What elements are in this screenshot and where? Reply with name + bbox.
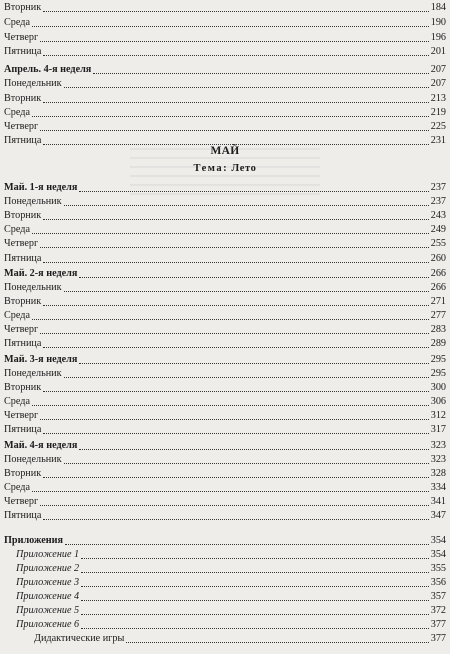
toc-page-number: 196 bbox=[430, 32, 446, 43]
dot-leader bbox=[40, 419, 429, 420]
toc-row[interactable] bbox=[4, 396, 446, 408]
toc-page-number: 323 bbox=[430, 454, 446, 465]
toc-row[interactable] bbox=[4, 468, 446, 480]
toc-page-number: 341 bbox=[430, 496, 446, 507]
toc-row[interactable] bbox=[4, 17, 446, 29]
toc-row[interactable] bbox=[4, 633, 446, 645]
dot-leader bbox=[64, 205, 429, 206]
toc-section-row[interactable] bbox=[4, 354, 446, 366]
dot-leader bbox=[43, 219, 429, 220]
dot-leader bbox=[81, 614, 429, 615]
toc-row[interactable] bbox=[4, 368, 446, 380]
dot-leader bbox=[32, 233, 429, 234]
toc-page-number: 347 bbox=[430, 510, 446, 521]
toc-page-number: 328 bbox=[430, 468, 446, 479]
toc-label: Пятница bbox=[4, 253, 42, 264]
toc-label: Приложение 1 bbox=[16, 549, 80, 560]
toc-page-number: 372 bbox=[430, 605, 446, 616]
toc-page-number: 354 bbox=[430, 549, 446, 560]
dot-leader bbox=[126, 642, 429, 643]
toc-label: Пятница bbox=[4, 338, 42, 349]
toc-label: Вторник bbox=[4, 382, 42, 393]
dot-leader bbox=[64, 87, 429, 88]
dot-leader bbox=[40, 247, 429, 248]
toc-page-number: 289 bbox=[430, 338, 446, 349]
dot-leader bbox=[79, 277, 429, 278]
dot-leader bbox=[81, 628, 429, 629]
toc-label: Вторник bbox=[4, 210, 42, 221]
dot-leader bbox=[40, 505, 429, 506]
toc-page-number: 356 bbox=[430, 577, 446, 588]
toc-row[interactable] bbox=[4, 253, 446, 265]
toc-row[interactable] bbox=[4, 510, 446, 522]
toc-label: Четверг bbox=[4, 32, 39, 43]
toc-page-number: 255 bbox=[430, 238, 446, 249]
dot-leader bbox=[81, 558, 429, 559]
toc-page-number: 260 bbox=[430, 253, 446, 264]
theme-heading bbox=[0, 163, 450, 174]
toc-label: Четверг bbox=[4, 324, 39, 335]
toc-label: Среда bbox=[4, 482, 30, 493]
toc-page-number: 334 bbox=[430, 482, 446, 493]
toc-row[interactable] bbox=[4, 296, 446, 308]
toc-label: Пятница bbox=[4, 424, 42, 435]
dot-leader bbox=[43, 102, 429, 103]
toc-label: Вторник bbox=[4, 93, 42, 104]
dot-leader bbox=[64, 291, 429, 292]
toc-row[interactable] bbox=[4, 210, 446, 222]
toc-page-number: 271 bbox=[430, 296, 446, 307]
dot-leader bbox=[43, 347, 429, 348]
dot-leader bbox=[40, 333, 429, 334]
dot-leader bbox=[79, 363, 429, 364]
toc-label: Пятница bbox=[4, 46, 42, 57]
toc-label: Май. 3-я неделя bbox=[4, 354, 78, 365]
toc-label: Вторник bbox=[4, 296, 42, 307]
toc-page-number: 237 bbox=[430, 196, 446, 207]
toc-section-row[interactable] bbox=[4, 268, 446, 280]
toc-row[interactable] bbox=[4, 135, 446, 147]
toc-label: Среда bbox=[4, 396, 30, 407]
toc-row[interactable] bbox=[4, 591, 446, 603]
toc-label: Вторник bbox=[4, 2, 42, 13]
toc-row[interactable] bbox=[4, 619, 446, 631]
dot-leader bbox=[43, 144, 429, 145]
dot-leader bbox=[40, 41, 429, 42]
dot-leader bbox=[81, 572, 429, 573]
toc-label: Приложения bbox=[4, 535, 64, 546]
toc-label: Приложение 4 bbox=[16, 591, 80, 602]
toc-label: Апрель. 4-я неделя bbox=[4, 64, 92, 75]
toc-label: Вторник bbox=[4, 468, 42, 479]
toc-page-number: 184 bbox=[430, 2, 446, 13]
toc-label: Приложение 6 bbox=[16, 619, 80, 630]
dot-leader bbox=[81, 600, 429, 601]
dot-leader bbox=[43, 305, 429, 306]
dot-leader bbox=[64, 463, 429, 464]
toc-label: Среда bbox=[4, 310, 30, 321]
toc-page-number: 243 bbox=[430, 210, 446, 221]
toc-page-number: 225 bbox=[430, 121, 446, 132]
toc-page-number: 266 bbox=[430, 282, 446, 293]
toc-row[interactable] bbox=[4, 563, 446, 575]
toc-page-number: 355 bbox=[430, 563, 446, 574]
toc-section-row[interactable] bbox=[4, 440, 446, 452]
toc-row[interactable] bbox=[4, 410, 446, 422]
toc-page-number: 201 bbox=[430, 46, 446, 57]
toc-page-number: 312 bbox=[430, 410, 446, 421]
toc-row[interactable] bbox=[4, 324, 446, 336]
toc-label: Четверг bbox=[4, 121, 39, 132]
toc-row[interactable] bbox=[4, 238, 446, 250]
dot-leader bbox=[43, 55, 429, 56]
dot-leader bbox=[32, 116, 429, 117]
dot-leader bbox=[32, 405, 429, 406]
toc-row[interactable] bbox=[4, 424, 446, 436]
toc-label: Пятница bbox=[4, 135, 42, 146]
toc-row[interactable] bbox=[4, 496, 446, 508]
dot-leader bbox=[43, 477, 429, 478]
toc-row[interactable] bbox=[4, 549, 446, 561]
dot-leader bbox=[81, 586, 429, 587]
toc-label: Понедельник bbox=[4, 454, 62, 465]
toc-page-number: 377 bbox=[430, 633, 446, 644]
toc-page-number: 317 bbox=[430, 424, 446, 435]
toc-page-number: 295 bbox=[430, 368, 446, 379]
dot-leader bbox=[32, 319, 429, 320]
toc-page-number: 231 bbox=[430, 135, 446, 146]
toc-row[interactable] bbox=[4, 196, 446, 208]
toc-row[interactable] bbox=[4, 107, 446, 119]
toc-page-number: 354 bbox=[430, 535, 446, 546]
toc-page-number: 219 bbox=[430, 107, 446, 118]
theme-value: Лето bbox=[231, 163, 257, 174]
toc-label: Понедельник bbox=[4, 368, 62, 379]
toc-label: Четверг bbox=[4, 238, 39, 249]
toc-row[interactable] bbox=[4, 224, 446, 236]
toc-page-number: 323 bbox=[430, 440, 446, 451]
toc-row[interactable] bbox=[4, 282, 446, 294]
toc-label: Май. 4-я неделя bbox=[4, 440, 78, 451]
toc-page-number: 213 bbox=[430, 93, 446, 104]
toc-row[interactable] bbox=[4, 32, 446, 44]
toc-page-number: 377 bbox=[430, 619, 446, 630]
toc-label: Понедельник bbox=[4, 78, 62, 89]
toc-row[interactable] bbox=[4, 454, 446, 466]
dot-leader bbox=[64, 377, 429, 378]
toc-row[interactable] bbox=[4, 46, 446, 58]
toc-page-number: 283 bbox=[430, 324, 446, 335]
toc-page-number: 306 bbox=[430, 396, 446, 407]
toc-section-row[interactable] bbox=[4, 182, 446, 194]
dot-leader bbox=[40, 130, 429, 131]
toc-label: Понедельник bbox=[4, 282, 62, 293]
toc-label: Приложение 3 bbox=[16, 577, 80, 588]
toc-label: Понедельник bbox=[4, 196, 62, 207]
toc-label: Пятница bbox=[4, 510, 42, 521]
theme-prefix: Тема: bbox=[193, 163, 229, 174]
toc-label: Май. 1-я неделя bbox=[4, 182, 78, 193]
toc-row[interactable] bbox=[4, 310, 446, 322]
dot-leader bbox=[43, 433, 429, 434]
toc-page-number: 295 bbox=[430, 354, 446, 365]
toc-label: Приложение 2 bbox=[16, 563, 80, 574]
toc-page-number: 190 bbox=[430, 17, 446, 28]
toc-page-number: 357 bbox=[430, 591, 446, 602]
toc-label: Приложение 5 bbox=[16, 605, 80, 616]
toc-page-number: 207 bbox=[430, 78, 446, 89]
toc-row[interactable] bbox=[4, 577, 446, 589]
dot-leader bbox=[65, 544, 429, 545]
toc-row[interactable] bbox=[4, 482, 446, 494]
toc-label: Май. 2-я неделя bbox=[4, 268, 78, 279]
toc-label: Среда bbox=[4, 224, 30, 235]
dot-leader bbox=[43, 391, 429, 392]
toc-row[interactable] bbox=[4, 121, 446, 133]
dot-leader bbox=[32, 491, 429, 492]
month-heading: МАЙ bbox=[210, 145, 240, 157]
toc-page-number: 300 bbox=[430, 382, 446, 393]
toc-section-row[interactable] bbox=[4, 64, 446, 76]
toc-page-number: 266 bbox=[430, 268, 446, 279]
toc-page-number: 237 bbox=[430, 182, 446, 193]
toc-page-number: 249 bbox=[430, 224, 446, 235]
dot-leader bbox=[43, 11, 429, 12]
toc-row[interactable] bbox=[4, 605, 446, 617]
toc-row[interactable] bbox=[4, 338, 446, 350]
toc-label: Дидактические игры bbox=[34, 633, 125, 644]
toc-row[interactable] bbox=[4, 382, 446, 394]
dot-leader bbox=[32, 26, 429, 27]
dot-leader bbox=[79, 449, 429, 450]
dot-leader bbox=[79, 191, 429, 192]
toc-page-number: 207 bbox=[430, 64, 446, 75]
toc-row[interactable] bbox=[4, 78, 446, 90]
dot-leader bbox=[43, 262, 429, 263]
toc-row[interactable] bbox=[4, 93, 446, 105]
toc-page-number: 277 bbox=[430, 310, 446, 321]
toc-row[interactable] bbox=[4, 2, 446, 14]
toc-label: Среда bbox=[4, 107, 30, 118]
dot-leader bbox=[43, 519, 429, 520]
toc-label: Среда bbox=[4, 17, 30, 28]
toc-label: Четверг bbox=[4, 410, 39, 421]
dot-leader bbox=[93, 73, 429, 74]
toc-label: Четверг bbox=[4, 496, 39, 507]
toc-section-row[interactable] bbox=[4, 535, 446, 547]
